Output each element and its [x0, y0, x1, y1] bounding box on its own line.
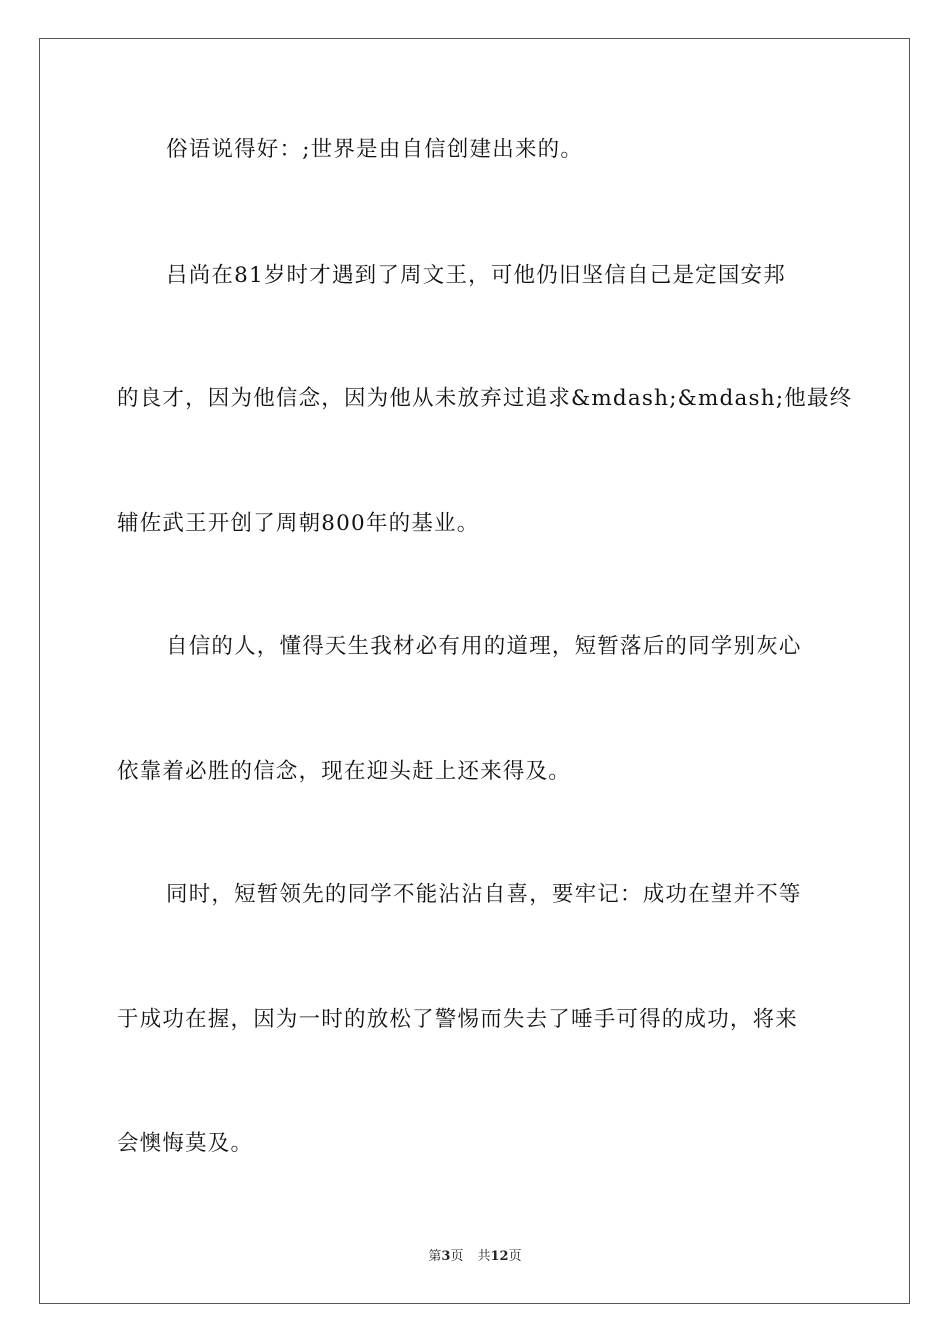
total-suffix: 页 [508, 1249, 522, 1264]
paragraph-line-1: 俗语说得好：;世界是由自信创建出来的。 [166, 137, 584, 162]
paragraph-line-3: 的良才，因为他信念，因为他从未放弃过追求&mdash;&mdash;他最终 [117, 386, 853, 411]
paragraph-line-4: 辅佐武王开创了周朝800年的基业。 [117, 511, 480, 536]
page-border [39, 38, 910, 1304]
total-prefix: 共 [477, 1249, 491, 1264]
paragraph-line-9: 会懊悔莫及。 [117, 1131, 254, 1156]
page-footer [0, 1248, 950, 1266]
paragraph-line-6: 依靠着必胜的信念，现在迎头赶上还来得及。 [117, 759, 572, 784]
paragraph-line-8: 于成功在握，因为一时的放松了警惕而失去了唾手可得的成功，将来 [117, 1007, 799, 1032]
paragraph-line-5: 自信的人，懂得天生我材必有用的道理，短暂落后的同学别灰心 [166, 634, 802, 659]
total-pages: 12 [490, 1249, 509, 1264]
paragraph-line-2: 吕尚在81岁时才遇到了周文王，可他仍旧坚信自己是定国安邦 [166, 263, 786, 288]
page-suffix: 页 [450, 1249, 464, 1264]
page-prefix: 第 [428, 1249, 442, 1264]
paragraph-line-7: 同时，短暂领先的同学不能沾沾自喜，要牢记：成功在望并不等 [166, 882, 802, 907]
page-number: 3 [441, 1249, 451, 1264]
